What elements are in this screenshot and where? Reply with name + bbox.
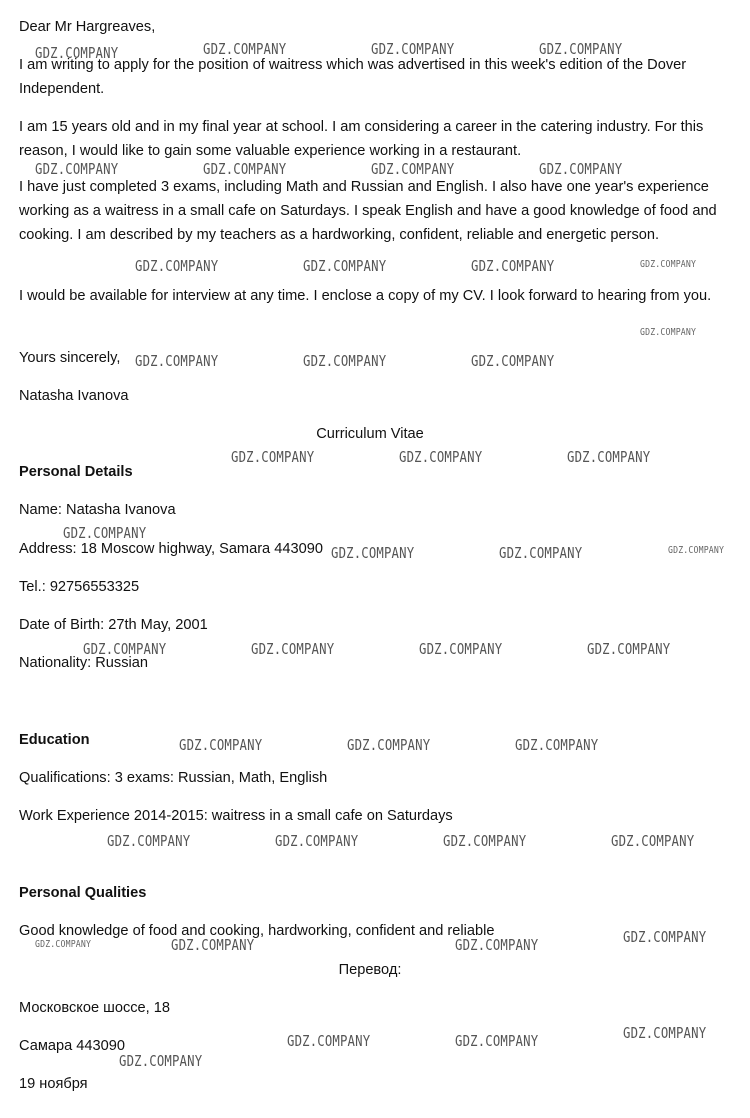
cv-dob: Date of Birth: 27th May, 2001 <box>19 617 208 633</box>
watermark: GDZ.COMPANY <box>587 640 671 658</box>
watermark: GDZ.COMPANY <box>275 832 359 850</box>
watermark: GDZ.COMPANY <box>371 160 455 178</box>
cv-title: Curriculum Vitae <box>316 426 424 442</box>
watermark: GDZ.COMPANY <box>171 936 255 954</box>
watermark: GDZ.COMPANY <box>623 928 707 946</box>
translation-heading: Перевод: <box>338 962 402 978</box>
watermark: GDZ.COMPANY <box>539 40 623 58</box>
letter-paragraph-2: I am 15 years old and in my final year at school. I am considering a career in the catering industry. For this reason, I would like to gain some valuable experience working in a restaurant. <box>19 119 704 159</box>
watermark: GDZ.COMPANY <box>611 832 695 850</box>
watermark: GDZ.COMPANY <box>471 352 555 370</box>
watermark: GDZ.COMPANY <box>371 40 455 58</box>
translation-date: 19 ноября <box>19 1076 88 1092</box>
cv-tel: Tel.: 92756553325 <box>19 579 140 595</box>
watermark: GDZ.COMPANY <box>640 259 697 270</box>
watermark: GDZ.COMPANY <box>135 257 219 275</box>
watermark: GDZ.COMPANY <box>135 352 219 370</box>
watermark: GDZ.COMPANY <box>287 1032 371 1050</box>
watermark: GDZ.COMPANY <box>499 544 583 562</box>
letter-greeting: Dear Mr Hargreaves, <box>19 19 156 35</box>
cv-name: Name: Natasha Ivanova <box>19 502 176 518</box>
watermark: GDZ.COMPANY <box>623 1024 707 1042</box>
watermark: GDZ.COMPANY <box>640 327 697 338</box>
cv-nationality: Nationality: Russian <box>19 655 148 671</box>
watermark: GDZ.COMPANY <box>83 640 167 658</box>
watermark: GDZ.COMPANY <box>107 832 191 850</box>
cv-work-experience: Work Experience 2014-2015: waitress in a small cafe on Saturdays <box>19 808 453 824</box>
watermark: GDZ.COMPANY <box>303 352 387 370</box>
cv-education-heading: Education <box>19 732 90 748</box>
watermark: GDZ.COMPANY <box>331 544 415 562</box>
watermark: GDZ.COMPANY <box>35 44 119 62</box>
letter-paragraph-1: I am writing to apply for the position of waitress which was advertised in this week's edition of the Dover Independent. <box>19 57 687 97</box>
watermark: GDZ.COMPANY <box>251 640 335 658</box>
watermark: GDZ.COMPANY <box>63 524 147 542</box>
watermark: GDZ.COMPANY <box>303 257 387 275</box>
translation-city: Самара 443090 <box>19 1038 125 1054</box>
watermark: GDZ.COMPANY <box>119 1052 203 1070</box>
watermark: GDZ.COMPANY <box>539 160 623 178</box>
watermark: GDZ.COMPANY <box>567 448 651 466</box>
watermark: GDZ.COMPANY <box>471 257 555 275</box>
watermark: GDZ.COMPANY <box>179 736 263 754</box>
watermark: GDZ.COMPANY <box>668 545 725 556</box>
watermark: GDZ.COMPANY <box>515 736 599 754</box>
letter-paragraph-3: I have just completed 3 exams, including Math and Russian and English. I also have one year's experience working as a waitress in a small cafe on Saturdays. I speak English and have a good knowledge of food and cooking. I am described by my teachers as a hardworking, confident, reliable and energetic person. <box>19 179 717 243</box>
watermark: GDZ.COMPANY <box>399 448 483 466</box>
watermark: GDZ.COMPANY <box>203 160 287 178</box>
watermark: GDZ.COMPANY <box>443 832 527 850</box>
watermark: GDZ.COMPANY <box>347 736 431 754</box>
cv-personal-heading: Personal Details <box>19 464 133 480</box>
watermark: GDZ.COMPANY <box>231 448 315 466</box>
cv-address: Address: 18 Moscow highway, Samara 443090 <box>19 541 323 557</box>
watermark: GDZ.COMPANY <box>35 939 92 950</box>
watermark: GDZ.COMPANY <box>419 640 503 658</box>
cv-qualifications: Qualifications: 3 exams: Russian, Math, English <box>19 770 328 786</box>
translation-street: Московское шоссе, 18 <box>19 1000 170 1016</box>
cv-qualities: Good knowledge of food and cooking, hardworking, confident and reliable <box>19 923 495 939</box>
watermark: GDZ.COMPANY <box>203 40 287 58</box>
watermark: GDZ.COMPANY <box>455 1032 539 1050</box>
cv-qualities-heading: Personal Qualities <box>19 885 147 901</box>
watermark: GDZ.COMPANY <box>455 936 539 954</box>
letter-signature: Natasha Ivanova <box>19 388 129 404</box>
letter-closing: Yours sincerely, <box>19 350 121 366</box>
watermark: GDZ.COMPANY <box>35 160 119 178</box>
letter-paragraph-4: I would be available for interview at any time. I enclose a copy of my CV. I look forward to hearing from you. <box>19 288 712 304</box>
